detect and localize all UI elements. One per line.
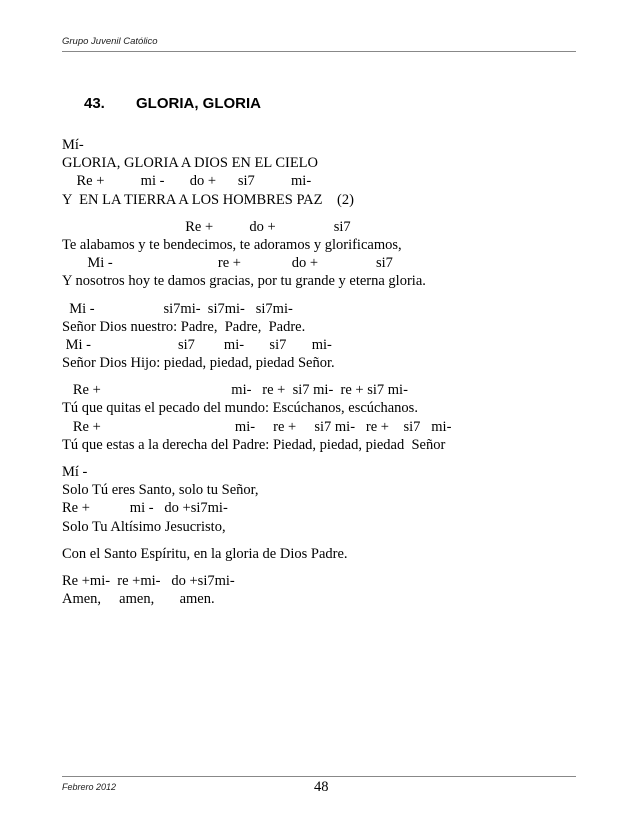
lyric-line: Te alabamos y te bendecimos, te adoramos y glorificamos, <box>62 236 402 253</box>
footer-date: Febrero 2012 <box>62 782 117 792</box>
song-title: GLORIA, GLORIA <box>136 95 261 112</box>
lyric-line: Mi - si7mi- si7mi- si7mi- <box>62 300 293 317</box>
song-lyrics <box>62 136 582 608</box>
lyric-line: Re + mi- re + si7 mi- re + si7 mi- <box>62 418 452 435</box>
lyric-line: Mi - si7 mi- si7 mi- <box>62 336 332 353</box>
stanza-gap <box>62 563 582 572</box>
lyric-line: GLORIA, GLORIA A DIOS EN EL CIELO <box>62 155 319 172</box>
song-number: 43. <box>84 95 105 112</box>
header-text: Grupo Juvenil Católico <box>62 36 158 47</box>
lyric-line: Señor Dios Hijo: piedad, piedad, piedad Señor. <box>62 355 335 372</box>
lyric-line: Re + mi - do +si7mi- <box>62 500 228 517</box>
lyric-line: Re + mi- re + si7 mi- re + si7 mi- <box>62 382 408 399</box>
stanza-gap <box>62 454 582 463</box>
lyric-line: Y nosotros hoy te damos gracias, por tu grande y eterna gloria. <box>62 273 426 290</box>
lyric-line: Re + do + si7 <box>62 218 351 235</box>
footer-divider <box>62 776 576 777</box>
lyric-line: Tú que quitas el pecado del mundo: Escúchanos, escúchanos. <box>62 400 418 417</box>
stanza-gap <box>62 209 582 218</box>
lyric-line: Mí - <box>62 464 88 480</box>
lyric-line: Re +mi- re +mi- do +si7mi- <box>62 572 235 589</box>
stanza-gap <box>62 372 582 381</box>
lyric-line: Solo Tú eres Santo, solo tu Señor, <box>62 482 259 499</box>
header-divider <box>62 51 576 52</box>
lyric-line: Señor Dios nuestro: Padre, Padre, Padre. <box>62 318 306 335</box>
song-heading <box>84 95 261 112</box>
lyric-line: Amen, amen, amen. <box>62 591 215 608</box>
lyric-line: Tú que estas a la derecha del Padre: Piedad, piedad, piedad Señor <box>62 436 446 453</box>
stanza-gap <box>62 536 582 545</box>
lyric-line: Solo Tu Altísimo Jesucristo, <box>62 518 226 535</box>
lyric-line: Mi - re + do + si7 <box>62 255 393 272</box>
page-number: 48 <box>314 779 329 795</box>
lyric-line: Re + mi - do + si7 mi- <box>62 173 312 190</box>
lyric-line: Con el Santo Espíritu, en la gloria de Dios Padre. <box>62 545 348 562</box>
stanza-gap <box>62 291 582 300</box>
lyric-line: Mí- <box>62 137 84 153</box>
lyric-line: Y EN LA TIERRA A LOS HOMBRES PAZ (2) <box>62 191 354 208</box>
